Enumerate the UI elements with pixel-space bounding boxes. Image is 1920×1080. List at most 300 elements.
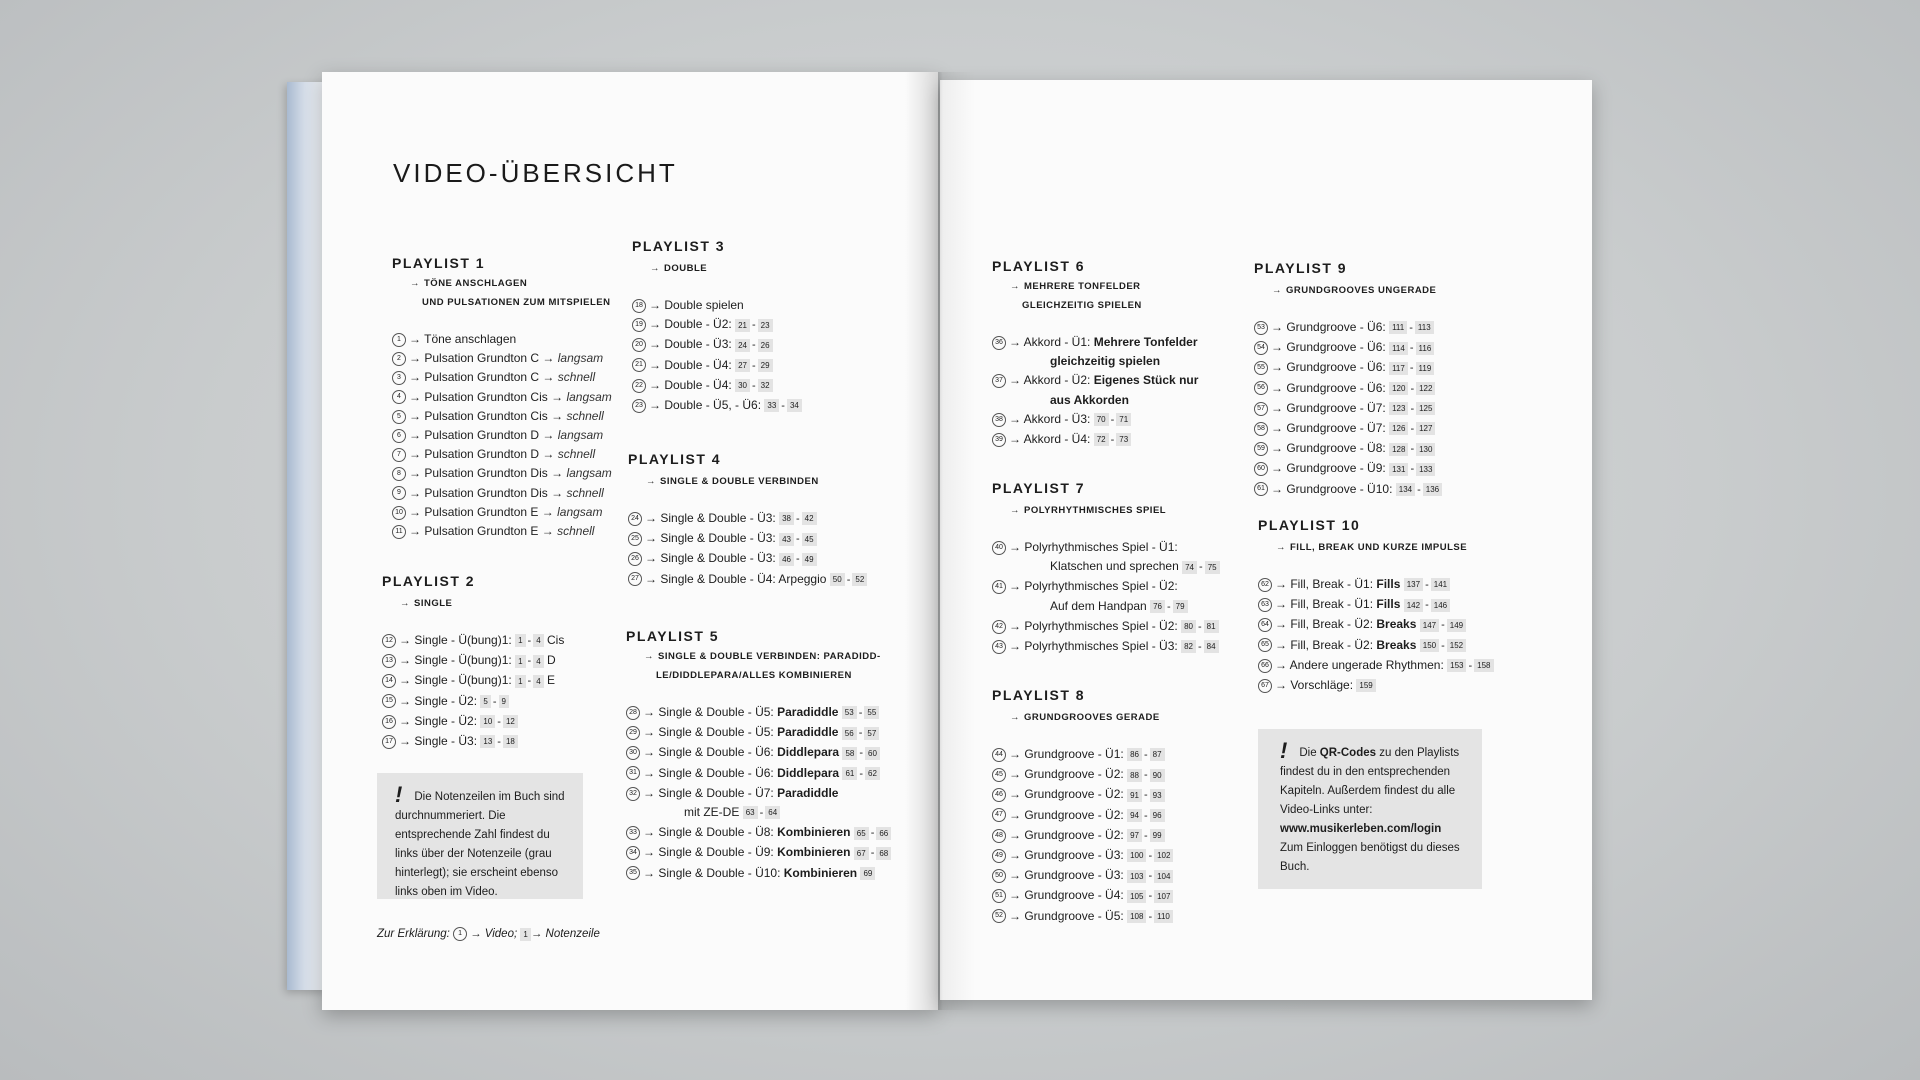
notenzeile-end-box: 57 (864, 727, 879, 740)
video-label-continued: Klatschen und sprechen (1050, 559, 1179, 574)
video-topic: Diddlepara (777, 765, 840, 780)
range-separator-icon: - (1110, 434, 1115, 447)
notenzeile-end-box: 113 (1415, 321, 1434, 334)
playlist-2 (382, 573, 612, 752)
arrow-icon: → (409, 428, 421, 443)
arrow-icon: → (649, 337, 661, 352)
video-label: Double - Ü2: (664, 317, 732, 332)
video-item (628, 549, 898, 569)
notenzeile-start-box: 111 (1389, 321, 1407, 334)
notenzeile-start-box: 27 (735, 359, 750, 372)
video-label: Single & Double - Ü6: (658, 765, 774, 780)
video-item (626, 784, 916, 803)
video-number-circle-icon: 61 (1254, 482, 1268, 496)
video-item (1254, 358, 1504, 378)
video-item (992, 785, 1232, 805)
video-number-circle-icon: 27 (628, 572, 642, 586)
video-number-circle-icon: 32 (626, 787, 640, 801)
video-item (992, 846, 1232, 866)
range-separator-icon: - (1468, 659, 1473, 672)
video-item (992, 371, 1232, 390)
notenzeile-start-box: 24 (735, 339, 750, 352)
video-item (992, 866, 1232, 886)
arrow-icon: → (1009, 373, 1021, 388)
tempo-label: langsam (557, 351, 604, 366)
arrow-icon: → (645, 571, 657, 586)
video-number-circle-icon: 10 (392, 506, 406, 520)
notenzeile-start-box: 120 (1389, 382, 1408, 395)
video-label: Grundgroove - Ü2: (1024, 787, 1124, 802)
exclamation-icon: ! (395, 782, 403, 807)
notenzeile-start-box: 76 (1150, 600, 1165, 613)
arrow-icon: → (400, 598, 410, 609)
notenzeile-end-box: 52 (852, 573, 867, 586)
arrow-icon: → (649, 398, 661, 413)
notenzeile-start-box: 142 (1404, 599, 1423, 612)
arrow-icon: → (1009, 747, 1021, 761)
range-separator-icon: - (1409, 322, 1413, 334)
video-item (992, 826, 1232, 846)
notenzeile-start-box: 94 (1127, 809, 1142, 822)
playlist-subtitle-text: DOUBLE (664, 263, 708, 274)
playlist-subtitle (1010, 277, 1232, 296)
range-separator-icon: - (1143, 809, 1148, 822)
arrow-icon: → (1271, 461, 1283, 476)
notenzeile-start-box: 105 (1127, 890, 1146, 903)
video-number-circle-icon: 15 (382, 694, 396, 708)
notenzeile-start-box: 21 (735, 319, 750, 332)
arrow-icon: → (409, 504, 421, 519)
arrow-icon: → (1271, 441, 1283, 456)
video-number-circle-icon: 48 (992, 829, 1006, 843)
video-item (992, 886, 1232, 906)
range-separator-icon: - (497, 715, 501, 728)
video-label: Single - Ü(bung)1: (414, 653, 512, 668)
notenzeile-start-box: 65 (854, 827, 869, 840)
video-label: Akkord - Ü4: (1023, 432, 1091, 447)
video-number-circle-icon: 34 (626, 846, 640, 860)
video-list (628, 509, 898, 590)
video-number-circle-icon: 3 (392, 371, 406, 385)
video-item (1258, 575, 1508, 595)
playlist-subtitle-continued: GLEICHZEITIG SPIELEN (1022, 300, 1142, 311)
video-number-circle-icon: 17 (382, 735, 396, 749)
video-item (382, 631, 612, 651)
video-topic: Paradiddle (777, 785, 839, 800)
range-separator-icon: - (1148, 870, 1153, 883)
video-label: Single - Ü(bung)1: (414, 633, 512, 647)
playlist-subtitle-text: SINGLE & DOUBLE VERBINDEN: PARADIDD- (658, 651, 881, 662)
video-item (1254, 379, 1504, 399)
playlist-subtitle (1272, 281, 1504, 300)
range-separator-icon: - (1410, 382, 1415, 395)
video-number-circle-icon: 35 (626, 866, 640, 880)
playlist-subtitle (1010, 708, 1232, 727)
notenzeile-start-box: 114 (1389, 342, 1408, 355)
video-item (992, 538, 1232, 557)
notenzeile-start-box: 70 (1094, 413, 1109, 426)
video-item (992, 806, 1232, 826)
notenzeile-start-box: 1 (515, 634, 525, 647)
arrow-icon: → (1271, 320, 1283, 334)
notenzeile-end-box: 32 (758, 379, 773, 392)
video-label: Töne anschlagen (424, 332, 517, 346)
arrow-icon: → (1271, 340, 1283, 355)
video-item (392, 503, 622, 522)
notenzeile-start-box: 58 (842, 747, 857, 760)
arrow-icon: → (650, 263, 660, 274)
notenzeile-end-box: 81 (1204, 620, 1219, 633)
video-number-circle-icon: 40 (992, 541, 1006, 555)
video-label: Double - Ü3: (664, 337, 732, 352)
video-label: Akkord - Ü1: (1023, 335, 1091, 349)
video-number-circle-icon: 26 (628, 552, 642, 566)
video-item (382, 692, 612, 712)
page-stack-edge (287, 82, 327, 990)
playlist-title: PLAYLIST 5 (626, 628, 720, 644)
video-label: Single & Double - Ü9: (658, 845, 774, 860)
video-label-continued: Auf dem Handpan (1050, 598, 1147, 613)
video-item-continued (626, 803, 916, 823)
video-label: Single & Double - Ü3: (660, 511, 776, 525)
video-item (626, 764, 916, 784)
video-label: Pulsation Grundton Dis (424, 485, 548, 500)
video-item (992, 430, 1232, 450)
notenzeile-start-box: 80 (1181, 620, 1196, 633)
video-item (392, 522, 622, 541)
video-item (992, 410, 1232, 430)
video-label: Grundgroove - Ü7: (1286, 421, 1386, 436)
playlist-subtitle (1276, 538, 1508, 557)
note-text-post: Zum Einloggen benötigst du dieses Buch. (1280, 842, 1460, 873)
video-item (632, 296, 882, 315)
video-number-circle-icon: 33 (626, 826, 640, 840)
notenzeile-end-box: 99 (1150, 829, 1165, 842)
video-label: Grundgroove - Ü3: (1024, 868, 1124, 883)
playlist-1 (392, 255, 622, 541)
range-separator-icon: - (1425, 579, 1429, 591)
video-item (626, 703, 916, 723)
arrow-icon: → (541, 524, 554, 539)
notenzeile-start-box: 82 (1181, 640, 1196, 653)
arrow-icon: → (542, 447, 555, 462)
notenzeile-end-box: 23 (758, 319, 773, 332)
playlist-9 (1254, 260, 1504, 500)
video-label: Pulsation Grundton C (424, 370, 540, 385)
video-topic: Eigenes Stück nur (1093, 373, 1199, 388)
video-topic: Fills (1376, 597, 1401, 612)
video-topic-continued: gleichzeitig spielen (1050, 354, 1161, 369)
arrow-icon: → (643, 745, 655, 760)
range-separator-icon: - (1143, 829, 1148, 842)
arrow-icon: → (1009, 335, 1021, 349)
video-topic: Paradiddle (777, 725, 839, 740)
playlist-title: PLAYLIST 4 (628, 451, 722, 467)
notenzeile-end-box: 34 (787, 399, 802, 412)
arrow-icon: → (1275, 637, 1287, 652)
video-number-circle-icon: 20 (632, 338, 646, 352)
legend-notenzeile: Notenzeile (545, 928, 600, 941)
video-number-circle-icon: 29 (626, 726, 640, 740)
video-number-circle-icon: 54 (1254, 341, 1268, 355)
tempo-label: langsam (566, 466, 612, 481)
video-item (392, 407, 622, 426)
notenzeile-start-box: 56 (842, 727, 857, 740)
video-label: Single & Double - Ü4: Arpeggio (660, 571, 827, 586)
video-number-circle-icon: 41 (992, 580, 1006, 594)
arrow-icon: → (399, 633, 411, 647)
notenzeile-end-box: 12 (503, 715, 518, 728)
video-number-circle-icon: 43 (992, 640, 1006, 654)
arrow-icon: → (649, 357, 661, 372)
range-separator-icon: - (1410, 423, 1415, 436)
range-separator-icon: - (751, 379, 756, 392)
notenzeile-end-box: 152 (1447, 639, 1466, 652)
arrow-icon: → (643, 845, 655, 860)
video-label: Single & Double - Ü8: (658, 825, 774, 840)
notenzeile-end-box: 9 (499, 695, 509, 708)
playlist-subtitle-text: MEHRERE TONFELDER (1024, 281, 1141, 292)
video-label: Pulsation Grundton E (424, 504, 539, 519)
video-number-circle-icon: 57 (1254, 402, 1268, 416)
video-label: Pulsation Grundton D (424, 447, 540, 462)
video-number-circle-icon: 36 (992, 336, 1006, 350)
video-item (392, 368, 622, 387)
qr-codes-label: QR-Codes (1319, 747, 1377, 759)
notenzeile-end-box: 116 (1416, 342, 1435, 355)
video-number-circle-icon: 46 (992, 788, 1006, 802)
video-item (392, 445, 622, 464)
video-item (628, 529, 898, 549)
video-number-circle-icon: 2 (392, 352, 406, 366)
arrow-icon: → (643, 825, 655, 840)
arrow-icon: → (1009, 579, 1021, 594)
video-number-circle-icon: 9 (392, 486, 406, 500)
range-separator-icon: - (870, 827, 875, 840)
arrow-icon: → (551, 389, 564, 404)
arrow-icon: → (645, 511, 657, 525)
video-list (1258, 575, 1508, 695)
video-label: Single & Double - Ü10: (658, 865, 781, 880)
notenzeile-start-box: 134 (1396, 483, 1415, 496)
video-label: Pulsation Grundton Cis (424, 408, 548, 423)
playlist-title: PLAYLIST 8 (992, 687, 1086, 703)
arrow-icon: → (1009, 767, 1021, 782)
notenzeile-end-box: 127 (1416, 422, 1435, 435)
arrow-icon: → (409, 408, 421, 423)
notenzeile-start-box: 100 (1127, 849, 1146, 862)
video-label: Single - Ü(bung)1: (414, 673, 512, 688)
notenzeile-box: 159 (1356, 679, 1375, 692)
video-label: Grundgroove - Ü1: (1024, 747, 1124, 761)
video-label: Grundgroove - Ü2: (1024, 767, 1124, 782)
notenzeile-start-box: 108 (1127, 910, 1146, 923)
arrow-icon: → (646, 476, 656, 487)
arrow-icon: → (399, 693, 411, 708)
tempo-label: schnell (566, 485, 604, 500)
arrow-icon: → (649, 377, 661, 392)
range-separator-icon: - (1197, 641, 1202, 654)
video-number-circle-icon: 31 (626, 766, 640, 780)
playlist-10 (1258, 517, 1508, 695)
range-separator-icon: - (1410, 463, 1415, 476)
arrow-icon: → (409, 485, 421, 500)
video-item (392, 349, 622, 368)
video-number-circle-icon: 5 (392, 410, 406, 424)
notenzeile-end-box: 125 (1416, 402, 1435, 415)
video-topic: Kombinieren (783, 865, 858, 880)
video-number-circle-icon: 12 (382, 634, 396, 648)
video-label: Akkord - Ü2: (1023, 373, 1091, 388)
notenzeile-end-box: 18 (503, 735, 518, 748)
notenzeile-end-box: 119 (1416, 362, 1435, 375)
video-item (1254, 480, 1504, 500)
video-label: Single - Ü2: (414, 713, 478, 728)
arrow-icon: → (1271, 360, 1283, 375)
arrow-icon: → (1009, 908, 1021, 923)
video-label: Grundgroove - Ü5: (1024, 908, 1124, 923)
video-number-circle-icon: 56 (1254, 381, 1268, 395)
notenzeile-start-box: 43 (779, 533, 794, 546)
video-label: Single & Double - Ü7: (658, 785, 774, 800)
range-separator-icon: - (1143, 789, 1148, 802)
video-item (1254, 318, 1504, 338)
video-item (626, 743, 916, 763)
arrow-icon: → (1271, 380, 1283, 395)
arrow-icon: → (551, 408, 564, 423)
playlist-subtitle-text: POLYRHYTHMISCHES SPIEL (1024, 505, 1167, 516)
video-label: Single - Ü2: (414, 693, 478, 708)
tempo-label: schnell (566, 408, 604, 423)
arrow-icon: → (649, 298, 661, 312)
video-number-circle-icon: 11 (392, 525, 406, 539)
video-item (1254, 439, 1504, 459)
range-separator-icon: - (1110, 413, 1115, 426)
notenzeile-start-box: 33 (764, 399, 779, 412)
range-separator-icon: - (1425, 599, 1429, 612)
arrow-icon: → (542, 428, 555, 443)
notenzeile-start-box: 30 (735, 379, 750, 392)
video-item (628, 570, 898, 590)
video-label: Grundgroove - Ü4: (1024, 888, 1124, 903)
range-separator-icon: - (527, 635, 532, 647)
arrow-icon: → (409, 370, 421, 385)
video-list (992, 745, 1232, 927)
video-list (392, 330, 622, 541)
notenzeile-start-box: 67 (854, 847, 869, 860)
notenzeile-end-box: 93 (1150, 789, 1165, 802)
notenzeile-end-box: 84 (1204, 640, 1219, 653)
video-item (1254, 459, 1504, 479)
arrow-icon: → (399, 653, 411, 668)
range-separator-icon: - (1199, 561, 1203, 574)
video-number-circle-icon: 65 (1258, 638, 1272, 652)
playlist-subtitle-text: TÖNE ANSCHLAGEN (424, 278, 528, 289)
playlist-subtitle-text: FILL, BREAK UND KURZE IMPULSE (1290, 542, 1468, 553)
video-topic-continued: aus Akkorden (1050, 392, 1129, 407)
arrow-icon: → (551, 485, 564, 500)
video-list (992, 538, 1232, 657)
video-number-circle-icon: 63 (1258, 598, 1272, 612)
playlist-3 (632, 238, 882, 416)
notenzeile-start-box: 153 (1447, 659, 1466, 672)
video-number-circle-icon: 24 (628, 512, 642, 526)
range-separator-icon: - (796, 533, 800, 546)
video-item (632, 376, 882, 396)
range-separator-icon: - (1441, 619, 1445, 632)
playlist-subtitle-text: SINGLE (414, 598, 453, 609)
video-label: Grundgroove - Ü9: (1286, 461, 1386, 476)
notenzeile-start-box: 61 (842, 767, 857, 780)
range-separator-icon: - (1409, 362, 1414, 375)
notenzeile-end-box: 49 (802, 553, 817, 566)
notenzeile-start-box: 103 (1127, 870, 1146, 883)
exclamation-icon: ! (1280, 738, 1288, 763)
video-item (382, 671, 612, 691)
playlist-4 (628, 451, 898, 590)
video-item (626, 843, 916, 863)
video-topic: Kombinieren (777, 825, 851, 840)
video-number-circle-icon: 6 (392, 429, 406, 443)
arrow-icon: → (1275, 617, 1287, 632)
video-number-circle-icon: 1 (453, 927, 467, 941)
video-number-circle-icon: 62 (1258, 578, 1272, 592)
notenzeile-end-box: 90 (1150, 769, 1165, 782)
notenzeile-end-box: 55 (864, 706, 879, 719)
range-separator-icon: - (751, 359, 756, 372)
notenzeile-end-box: 64 (765, 806, 780, 819)
arrow-icon: → (1275, 657, 1287, 672)
notenzeile-end-box: 4 (533, 634, 543, 647)
note-name: Cis (547, 633, 565, 647)
tempo-label: schnell (557, 447, 596, 462)
note-text-mid: zu den Playlists findest du in den entsprechenden Kapiteln. Außerdem findest du alle Video-Links unter: (1280, 747, 1460, 816)
video-label: Double - Ü4: (664, 377, 732, 392)
video-label: Grundgroove - Ü2: (1024, 807, 1124, 822)
notenzeile-start-box: 72 (1094, 433, 1109, 446)
arrow-icon: → (649, 317, 661, 332)
playlist-6 (992, 258, 1232, 450)
video-item (382, 732, 612, 752)
arrow-icon: → (1271, 400, 1283, 415)
arrow-icon: → (1010, 281, 1020, 292)
video-number-circle-icon: 64 (1258, 618, 1272, 632)
range-separator-icon: - (497, 736, 501, 749)
notenzeile-start-box: 150 (1420, 639, 1439, 652)
login-url: www.musikerleben.com/login (1280, 823, 1442, 835)
notenzeile-end-box: 130 (1416, 443, 1435, 456)
notenzeile-start-box: 91 (1127, 789, 1142, 802)
legend-video: Video; (484, 928, 518, 941)
arrow-icon: → (643, 865, 655, 880)
arrow-icon: → (1275, 678, 1287, 693)
arrow-icon: → (409, 524, 421, 539)
notenzeile-start-box: 5 (480, 695, 490, 708)
video-number-circle-icon: 19 (632, 318, 646, 332)
notenzeile-start-box: 123 (1389, 402, 1408, 415)
video-item (632, 356, 882, 376)
arrow-icon: → (1009, 432, 1021, 447)
legend-prefix: Zur Erklärung: (377, 928, 450, 941)
video-number-circle-icon: 1 (392, 333, 406, 347)
notenzeile-end-box: 42 (802, 512, 817, 525)
video-number-circle-icon: 22 (632, 379, 646, 393)
notenzeile-start-box: 137 (1404, 578, 1423, 591)
arrow-icon: → (399, 673, 411, 688)
arrow-icon: → (644, 651, 654, 662)
arrow-icon: → (1009, 868, 1021, 883)
notenzeile-start-box: 117 (1389, 362, 1408, 375)
